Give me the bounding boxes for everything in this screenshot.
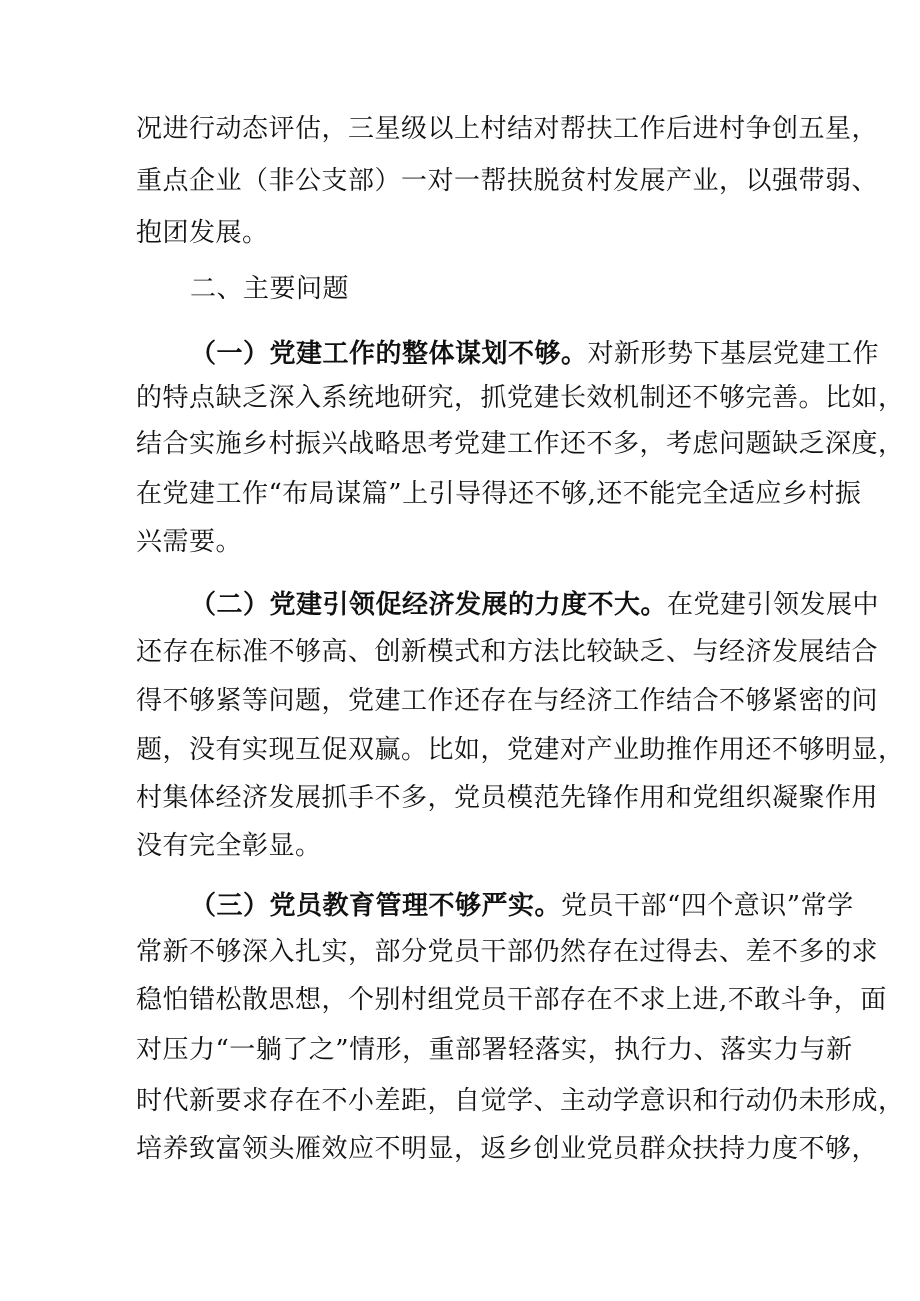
paragraph-line: 常新不够深入扎实，部分党员干部仍然存在过得去、差不多的求 xyxy=(136,937,879,967)
paragraph-line: 兴需要。 xyxy=(136,527,243,557)
paragraph-line: 抱团发展。 xyxy=(136,218,269,248)
paragraph-line: 对压力“一躺了之”情形，重部署轻落实，执行力、落实力与新 xyxy=(136,1035,853,1065)
item-title: （一）党建工作的整体谋划不够。 xyxy=(190,339,588,369)
paragraph-line: 培养致富领头雁效应不明显，返乡创业党员群众扶持力度不够， xyxy=(136,1134,879,1164)
item-first-line xyxy=(190,337,879,371)
paragraph-line: 题，没有实现互促双赢。比如，党建对产业助推作用还不够明显， xyxy=(136,735,905,765)
paragraph-line: 时代新要求存在不小差距，自觉学、主动学意识和行动仍未形成， xyxy=(136,1086,905,1116)
item-title: （二）党建引领促经济发展的力度不大。 xyxy=(190,590,668,620)
paragraph-line: 在党建工作“布局谋篇”上引导得还不够,还不能完全适应乡村振 xyxy=(136,479,862,509)
item-first-line xyxy=(190,588,879,622)
item-first-line-text: 在党建引领发展中 xyxy=(667,590,880,620)
item-first-line xyxy=(190,889,854,923)
item-first-line-text: 党员干部“四个意识”常学 xyxy=(561,891,854,921)
paragraph-line: 没有完全彰显。 xyxy=(136,831,322,861)
paragraph-line: 得不够紧等问题，党建工作还存在与经济工作结合不够紧密的问 xyxy=(136,686,879,716)
paragraph-line: 的特点缺乏深入系统地研究，抓党建长效机制还不够完善。比如， xyxy=(136,383,905,413)
paragraph-line: 况进行动态评估，三星级以上村结对帮扶工作后进村争创五星， xyxy=(136,114,879,144)
item-title: （三）党员教育管理不够严实。 xyxy=(190,891,562,921)
section-heading: 二、主要问题 xyxy=(190,274,350,304)
paragraph-line: 稳怕错松散思想，个别村组党员干部存在不求上进,不敢斗争，面 xyxy=(136,985,887,1015)
paragraph-line: 还存在标准不够高、创新模式和方法比较缺乏、与经济发展结合 xyxy=(136,637,879,667)
paragraph-line: 结合实施乡村振兴战略思考党建工作还不多，考虑问题缺乏深度， xyxy=(136,429,905,459)
item-first-line-text: 对新形势下基层党建工作 xyxy=(587,339,880,369)
paragraph-line: 重点企业（非公支部）一对一帮扶脱贫村发展产业，以强带弱、 xyxy=(136,166,879,196)
paragraph-line: 村集体经济发展抓手不多，党员模范先锋作用和党组织凝聚作用 xyxy=(136,783,879,813)
